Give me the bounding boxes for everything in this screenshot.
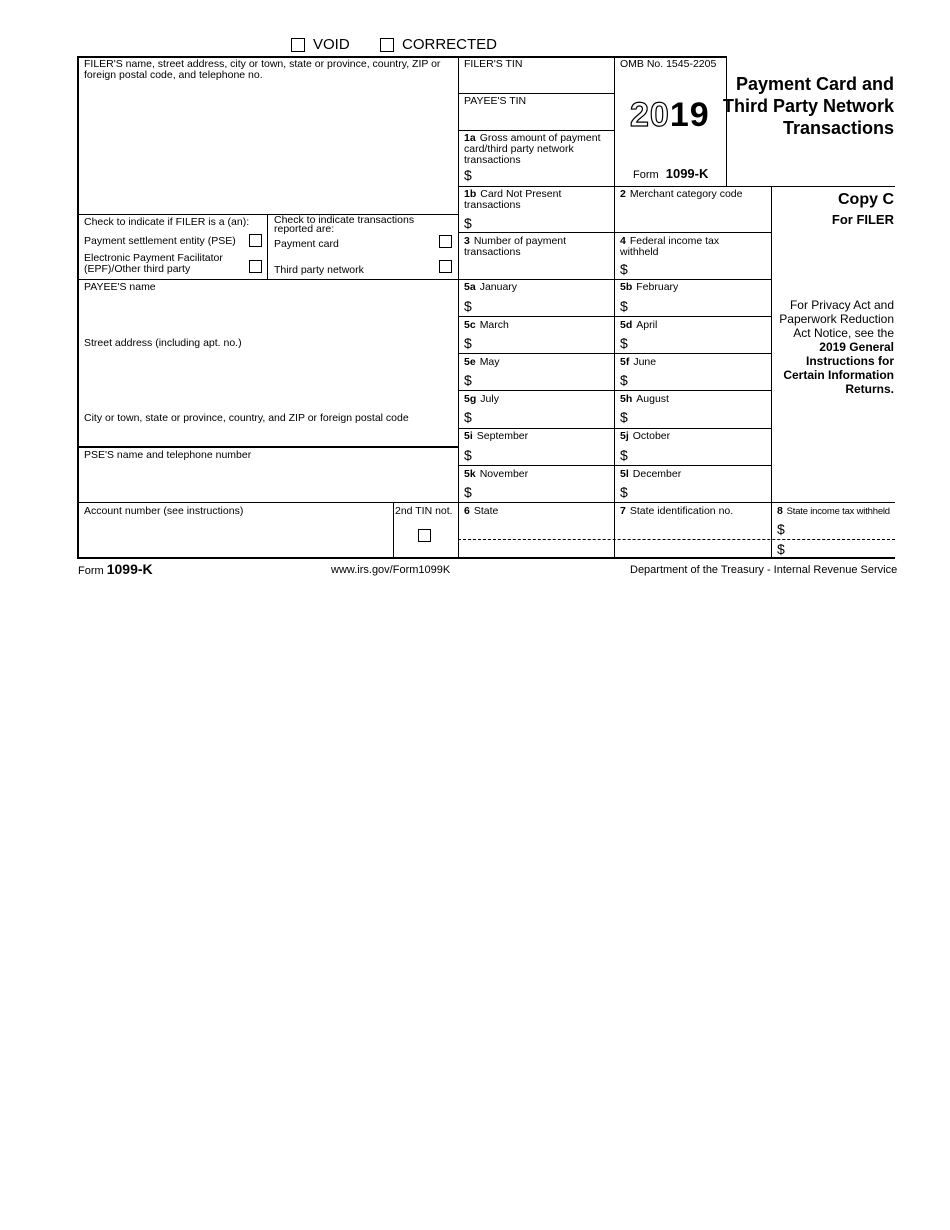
box-5g-dollar: $ [464,409,472,425]
box-8-dollar-1: $ [777,521,785,537]
omb-number: OMB No. 1545-2205 [620,58,717,70]
box-5e-dollar: $ [464,372,472,388]
payment-card-checkbox[interactable] [439,235,452,248]
payee-tin-label: PAYEE'S TIN [464,95,527,107]
box-5h-number: 5h [620,393,633,405]
box-4-number: 4 [620,235,626,247]
footer-url: www.irs.gov/Form1099K [331,564,451,576]
payee-street-field[interactable] [80,352,455,408]
box-5h-text: August [636,393,669,405]
box-5c-label [464,320,509,331]
epf-label: Electronic Payment Facilitator (EPF)/Other third party [84,252,223,275]
tax-year-bold: 19 [669,96,710,134]
box-5k-text: November [479,468,529,480]
payee-tin-field[interactable] [461,109,611,129]
payee-name-label: PAYEE'S name [84,281,156,293]
box-5b-dollar: $ [620,298,628,314]
box-1a-number: 1a [464,132,476,144]
box-5d-number: 5d [620,319,633,331]
privacy-text: For Privacy Act and Paperwork Reduction Act Notice, see the [779,298,894,340]
footer-form-prefix: Form [78,565,104,577]
corrected-label: CORRECTED [402,36,498,53]
box-8-text: State income tax withheld [786,506,890,517]
box-5j-dollar: $ [620,447,628,463]
box-3-label [464,236,604,258]
box-5i-number: 5i [464,430,473,442]
box-5e-text: May [479,356,500,368]
box-5k-dollar: $ [464,484,472,500]
box-3-number: 3 [464,235,470,247]
box-1b-dollar: $ [464,215,472,231]
box-8-label [777,506,890,517]
filer-tin-label: FILER'S TIN [464,58,523,70]
box-2-text: Merchant category code [629,188,743,200]
account-number-field[interactable] [80,520,390,554]
copy-name: Copy C [838,191,894,208]
box-5l-dollar: $ [620,484,628,500]
corrected-checkbox[interactable] [380,38,394,52]
box-2-number: 2 [620,188,626,200]
box-6-text: State [473,505,499,517]
box-1a-text: Gross amount of payment card/third party network transactions [464,132,601,166]
box-4-dollar: $ [620,261,628,277]
box-5a-text: January [479,281,518,293]
void-label: VOID [313,36,350,53]
box-5j-number: 5j [620,430,629,442]
payee-city-field[interactable] [80,427,455,444]
box-5h-dollar: $ [620,409,628,425]
box-6-number: 6 [464,505,470,517]
payment-card-label: Payment card [274,238,339,250]
pse-name-field[interactable] [80,464,455,500]
privacy-bold: 2019 General Instructions for Certain Information Returns. [783,340,894,396]
box-5b-label [620,282,678,293]
box-5f-dollar: $ [620,372,628,388]
payee-name-field[interactable] [80,296,455,332]
box-5d-dollar: $ [620,335,628,351]
box-5d-label [620,320,657,331]
box-1b-label [464,189,594,211]
tax-year-outline: 20 [630,96,670,134]
box-4-label [620,236,760,258]
box-7-text: State identification no. [629,505,734,517]
box-5c-dollar: $ [464,335,472,351]
pse-checkbox[interactable] [249,234,262,247]
box-5i-dollar: $ [464,447,472,463]
box-8-dollar-2: $ [777,541,785,557]
box-1a-dollar: $ [464,167,472,183]
form-title: Payment Card and Third Party Network Transactions [722,74,894,138]
footer-dept: Department of the Treasury - Internal Revenue Service [630,564,898,576]
form-name-top [633,168,708,181]
epf-checkbox[interactable] [249,260,262,273]
footer-form-name [78,561,153,577]
box-1b-number: 1b [464,188,477,200]
box-5b-number: 5b [620,281,633,293]
third-party-label: Third party network [274,264,364,276]
box-5e-label [464,357,500,368]
box-5k-number: 5k [464,468,476,480]
box-5f-text: June [633,356,657,368]
box-5i-text: September [476,430,529,442]
second-tin-checkbox[interactable] [418,529,431,542]
check-filer-label: Check to indicate if FILER is a (an): [84,216,250,228]
pse-name-label: PSE'S name and telephone number [84,449,252,461]
box-5h-label [620,394,669,405]
filer-tin-field[interactable] [461,72,611,92]
box-5g-text: July [480,393,499,405]
box-1a-label [464,133,610,166]
box-5f-label [620,357,656,368]
payee-street-label: Street address (including apt. no.) [84,337,242,349]
box-5l-text: December [632,468,682,480]
box-7-number: 7 [620,505,626,517]
box-5c-text: March [479,319,509,331]
box-5j-label [620,431,670,442]
copy-for: For FILER [831,212,894,227]
pse-label: Payment settlement entity (PSE) [84,235,236,247]
filer-name-field[interactable] [80,85,455,211]
privacy-notice [764,298,894,396]
box-6-label [464,506,498,517]
box-5f-number: 5f [620,356,630,368]
box-5a-number: 5a [464,281,476,293]
form-number-top: 1099-K [665,166,709,181]
box-5j-text: October [632,430,671,442]
box-5b-text: February [636,281,679,293]
box-5l-label [620,469,681,480]
box-5a-label [464,282,517,293]
filer-name-label: FILER'S name, street address, city or town, state or province, country, ZIP or foreign postal code, and telephone no. [84,58,441,81]
box-5a-dollar: $ [464,298,472,314]
box-5l-number: 5l [620,468,629,480]
box-5g-number: 5g [464,393,477,405]
second-tin-label: 2nd TIN not. [395,505,453,517]
footer-form-number: 1099-K [106,561,153,577]
third-party-checkbox[interactable] [439,260,452,273]
box-5c-number: 5c [464,319,476,331]
box-5i-label [464,431,528,442]
box-5g-label [464,394,499,405]
box-7-label [620,506,733,517]
void-checkbox[interactable] [291,38,305,52]
box-5d-text: April [636,319,658,331]
box-1b-text: Card Not Present transactions [464,188,562,211]
box-5k-label [464,469,528,480]
payee-city-label: City or town, state or province, country, and ZIP or foreign postal code [84,412,409,424]
box-5e-number: 5e [464,356,476,368]
box-3-text: Number of payment transactions [464,235,567,258]
box-4-text: Federal income tax withheld [620,235,720,258]
box-2-label [620,189,743,200]
tax-year [630,96,710,135]
form-prefix-top: Form [633,169,659,181]
check-trans-label: Check to indicate transactions reported are: [274,214,415,235]
copy-designation [832,190,894,230]
account-number-label: Account number (see instructions) [84,505,244,517]
box-8-number: 8 [777,505,783,517]
